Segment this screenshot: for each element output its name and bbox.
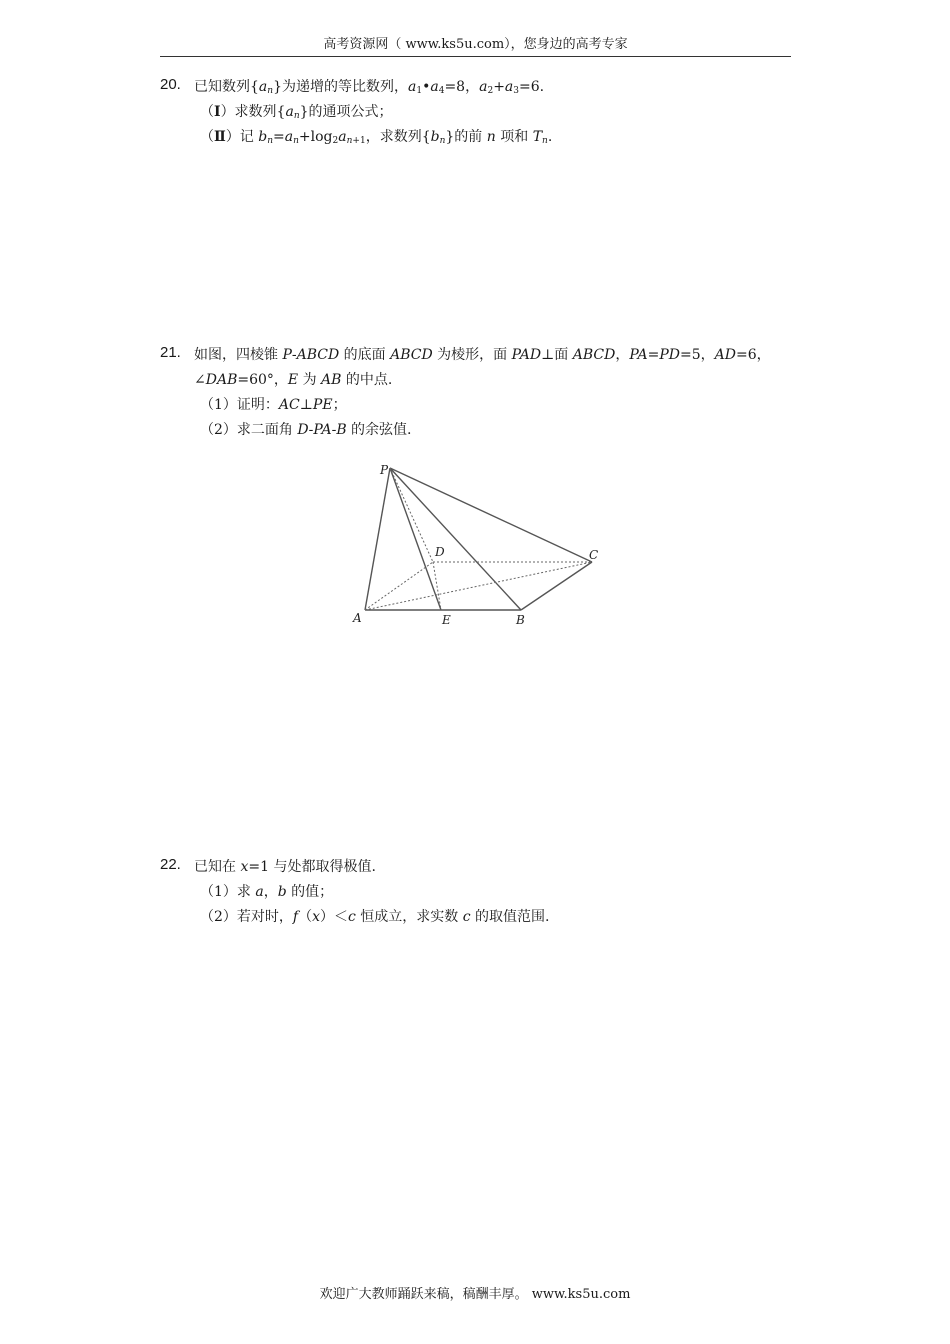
question-number: 22. [160, 856, 181, 873]
label-C: C [589, 548, 599, 562]
edge-AD-hidden [365, 562, 433, 610]
question-part-2: （Ⅱ）记 $b_n=a_n+\log_2a_{n+1}$，求数列$\{b_n\}$的前 n 项和 $T_n$. [200, 129, 553, 146]
edge-PB [390, 468, 521, 610]
edge-BC [521, 562, 592, 610]
question-stem-line-2: ∠DAB=60°，E 为 AB 的中点. [194, 372, 393, 388]
question-part-2: （2）求二面角 D-PA-B 的余弦值. [200, 422, 412, 438]
page-header: 高考资源网（ www.ks5u.com），您身边的高考专家 [160, 34, 791, 57]
question-stem: 已知数列$\{a_n\}$为递增的等比数列，$a_1•a_4=8$，$a_2+a_3=6$. [194, 79, 545, 96]
question-number: 20. [160, 76, 181, 93]
edge-PE [390, 468, 441, 610]
label-E: E [442, 613, 451, 627]
edge-PD-hidden [390, 468, 433, 562]
question-number: 21. [160, 344, 181, 361]
label-B: B [516, 613, 525, 627]
label-D: D [435, 545, 445, 559]
segment-DE-hidden [433, 562, 441, 610]
label-A: A [353, 611, 362, 625]
question-part-1: （1）证明：AC⊥PE； [200, 397, 347, 413]
question-part-1: （1）求 a，b 的值； [200, 884, 334, 900]
question-stem: 已知在 x=1 与处都取得极值. [194, 859, 376, 875]
edge-PA [365, 468, 390, 610]
edge-PC [390, 468, 592, 562]
label-P: P [380, 463, 389, 477]
question-part-2: （2）若对时，f（x）＜c 恒成立，求实数 c 的取值范围. [200, 909, 550, 925]
pyramid-figure [345, 458, 615, 633]
page-footer: 欢迎广大教师踊跃来稿，稿酬丰厚。 www.ks5u.com [319, 1287, 631, 1302]
question-stem-line-1: 如图，四棱锥 P-ABCD 的底面 ABCD 为棱形，面 PAD⊥面 ABCD，PA=PD=5，AD=6， [194, 347, 771, 363]
question-part-1: （Ⅰ）求数列$\{a_n\}$的通项公式； [200, 104, 393, 121]
